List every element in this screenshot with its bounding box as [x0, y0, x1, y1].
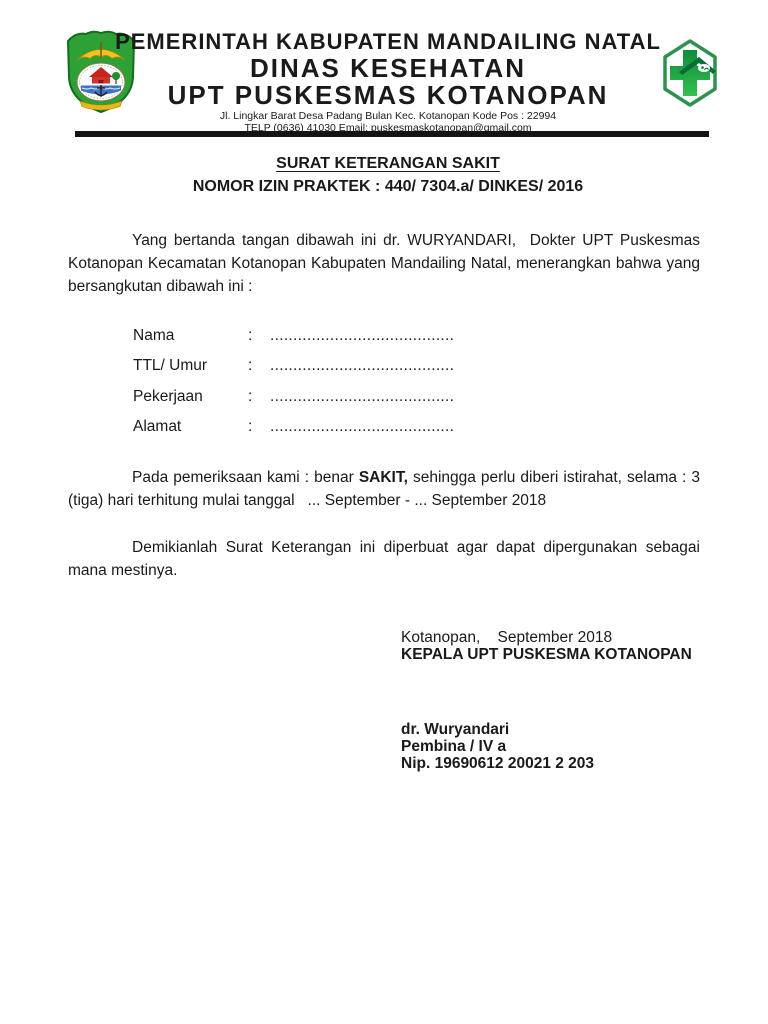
- sakit-bold-text: SAKIT,: [358, 469, 408, 486]
- signatory-nip: Nip. 19690612 20021 2 203: [401, 755, 595, 772]
- signature-space: [401, 663, 692, 721]
- field-colon: :: [248, 327, 253, 344]
- document-title-block: [68, 152, 708, 198]
- field-label: Pekerjaan: [133, 387, 203, 405]
- field-label: Alamat: [133, 418, 182, 436]
- signature-block: [401, 629, 692, 772]
- letterhead-unit: UPT PUSKESMAS KOTANOPAN: [167, 80, 609, 110]
- field-label: Nama: [133, 327, 175, 344]
- letterhead-contact: TELP (0636) 41030 Email: puskesmaskotanopan@gmail.com: [244, 121, 532, 134]
- letterhead-government: PEMERINTAH KABUPATEN MANDAILING NATAL: [115, 29, 661, 54]
- field-row-nama: [133, 326, 454, 356]
- letterhead-divider-rule: [75, 131, 709, 137]
- field-dotted-line: ........................................: [270, 327, 455, 344]
- field-colon: :: [248, 418, 253, 436]
- field-row-ttl-umur: [133, 356, 454, 386]
- signatory-rank: Pembina / IV a: [401, 738, 507, 755]
- field-row-pekerjaan: [133, 387, 454, 417]
- letterhead: [68, 29, 708, 134]
- letterhead-department: DINAS KESEHATAN: [249, 53, 527, 83]
- signature-office-title: KEPALA UPT PUSKESMA KOTANOPAN: [401, 646, 692, 663]
- field-dotted-line: ........................................: [270, 418, 455, 436]
- closing-paragraph: Demikianlah Surat Keterangan ini diperbuat agar dapat dipergunakan sebagai mana mestinya.: [68, 539, 705, 580]
- opening-paragraph: Yang bertanda tangan dibawah ini dr. WURYANDARI, Dokter UPT Puskesmas Kotanopan Kecamatan Kotanopan Kabupaten Mandailing Natal, menerangkan bahwa yang bersangkutan dibawah ini :: [68, 232, 705, 296]
- examination-text-after: sehingga perlu diberi istirahat, selama : 3 (tiga) hari terhitung mulai tanggal ... September - ... September 2018: [68, 469, 705, 510]
- field-dotted-line: ........................................: [270, 357, 455, 375]
- signature-place-date: Kotanopan, September 2018: [401, 629, 613, 646]
- examination-text-before: Pada pemeriksaan kami : benar: [132, 469, 359, 486]
- field-colon: :: [248, 357, 253, 375]
- signatory-name: dr. Wuryandari: [401, 721, 510, 738]
- letterhead-address: Jl. Lingkar Barat Desa Padang Bulan Kec. Kotanopan Kode Pos : 22994: [219, 110, 557, 122]
- patient-fields: [133, 326, 454, 448]
- field-colon: :: [248, 387, 253, 405]
- practice-permit-number: NOMOR IZIN PRAKTEK : 440/ 7304.a/ DINKES/ 2016: [192, 178, 584, 195]
- field-row-alamat: [133, 417, 454, 447]
- document-title: SURAT KETERANGAN SAKIT: [276, 155, 500, 172]
- field-label: TTL/ Umur: [133, 357, 208, 375]
- examination-paragraph: [68, 466, 705, 512]
- field-dotted-line: ........................................: [270, 387, 455, 405]
